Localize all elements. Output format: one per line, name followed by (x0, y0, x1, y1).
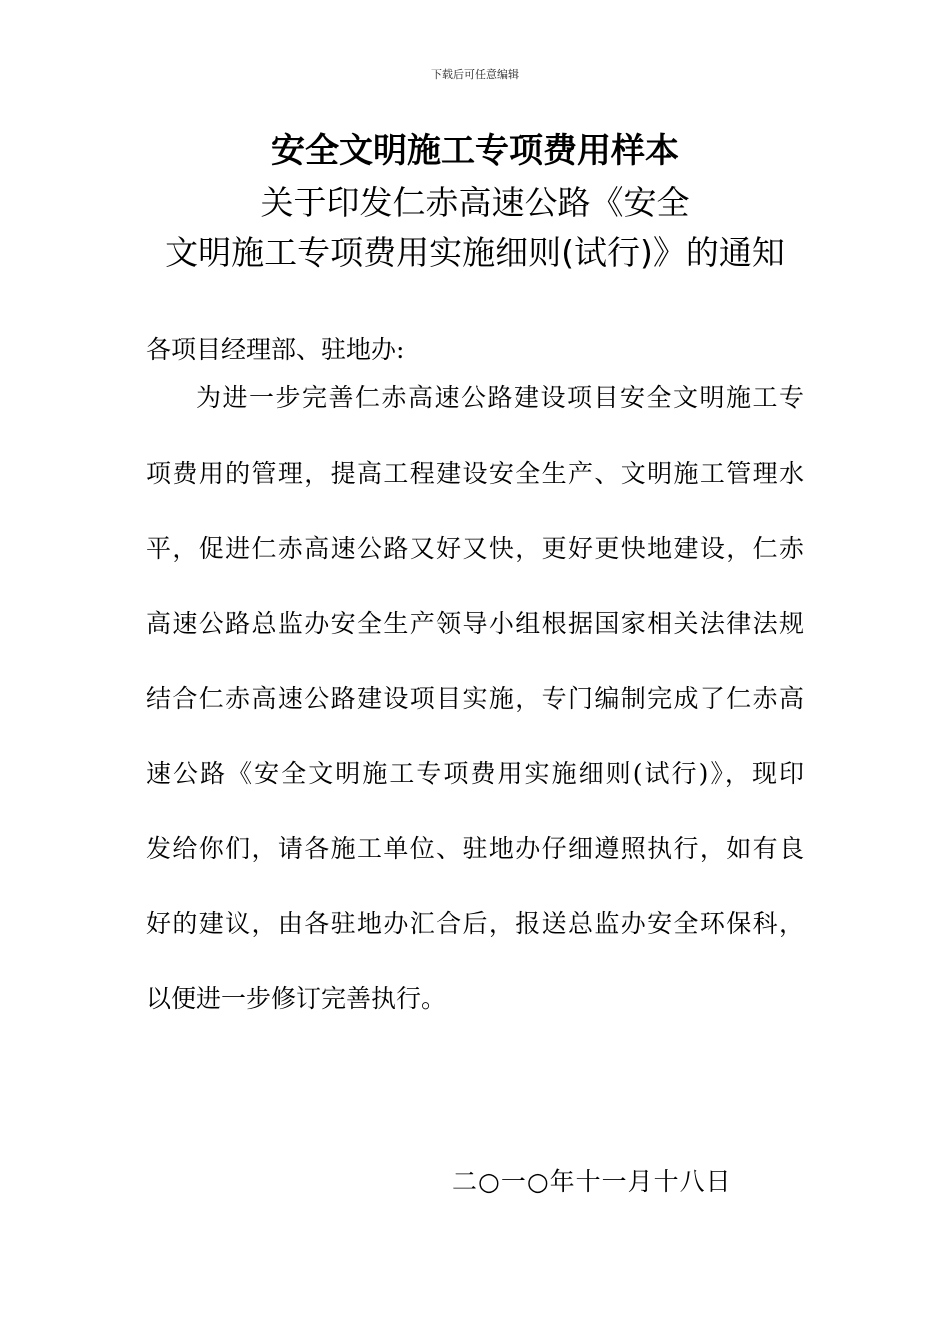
body-line: 好的建议，由各驻地办汇合后，报送总监办安全环保科， (146, 909, 804, 938)
body-line: 发给你们，请各施工单位、驻地办仔细遵照执行，如有良 (146, 834, 804, 863)
page-header-note: 下载后可任意编辑 (431, 68, 519, 81)
body-line: 高速公路总监办安全生产领导小组根据国家相关法律法规 (146, 609, 804, 638)
document-title: 安全文明施工专项费用样本 (271, 131, 679, 171)
body-line: 平，促进仁赤高速公路又好又快，更好更快地建设，仁赤 (146, 534, 804, 563)
body-line: 为进一步完善仁赤高速公路建设项目安全文明施工专 (196, 383, 804, 412)
body-line: 结合仁赤高速公路建设项目实施，专门编制完成了仁赤高 (146, 684, 804, 713)
body-line: 速公路《安全文明施工专项费用实施细则(试行)》，现印 (146, 759, 804, 788)
body-line: 项费用的管理，提高工程建设安全生产、文明施工管理水 (146, 459, 804, 488)
notice-title-line-1: 关于印发仁赤高速公路《安全 (260, 183, 690, 222)
body-line: 以便进一步修订完善执行。 (146, 984, 447, 1013)
signature-date: 二○一○年十一月十八日 (452, 1167, 732, 1196)
notice-title-line-2: 文明施工专项费用实施细则(试行)》的通知 (165, 233, 785, 272)
salutation: 各项目经理部、驻地办: (146, 335, 405, 364)
